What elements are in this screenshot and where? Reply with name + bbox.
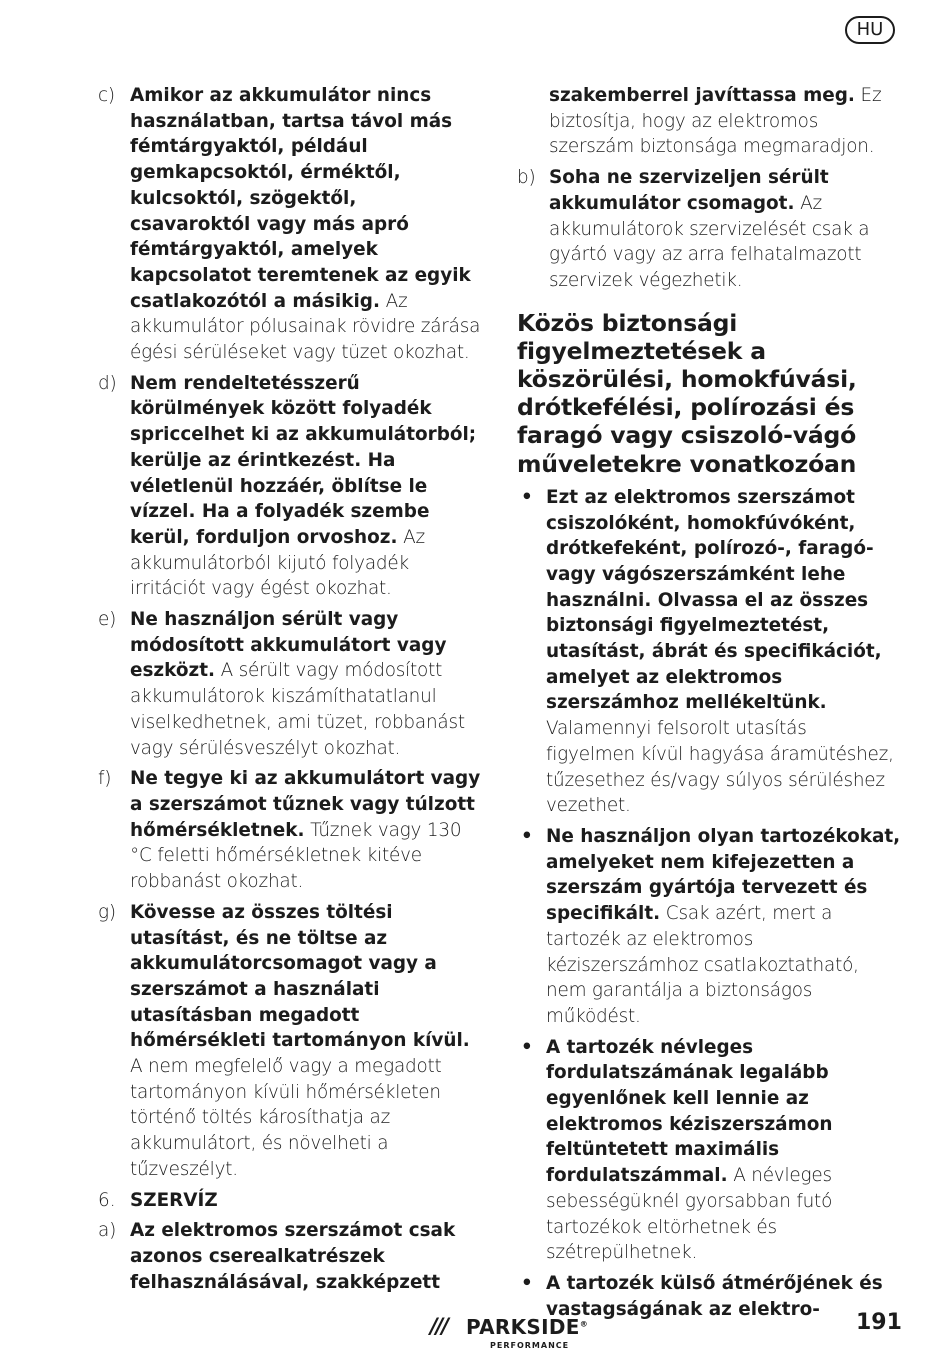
- item-bold-text: Ne használjon sérült vagy módosított akkumulátort vagy eszközt.: [130, 609, 447, 682]
- list-item-d: [98, 371, 482, 602]
- page-number: 191: [856, 1310, 902, 1335]
- item-bold-text: Az elektromos szerszámot csak azonos cserealkatrészek felhasználásával, szakképzett: [130, 1220, 456, 1293]
- item-bold-text: Ne használjon olyan tartozékokat, amelyeket nem kifejezetten a szerszám gyártója tervezett és specifikált.: [546, 825, 901, 925]
- item-bold-text: A tartozék külső átmérőjének és vastagságának az elektro-: [546, 1272, 883, 1320]
- list-item-b: [517, 165, 901, 294]
- item-text: A nem megfelelő vagy a megadott tartományon kívüli hőmérsékleten történő töltés károsíthatja az akkumulátort, és növelheti a tűzveszélyt.: [130, 1056, 442, 1180]
- item-bold-text: Ne tegye ki az akkumulátort vagy a szerszámot tűznek vagy túlzott hőmérsékletnek.: [130, 768, 481, 841]
- item-text: Az akkumulátorok szervizelését csak a gyártó vagy az arra felhatalmazott szervizek végezhetik.: [549, 192, 870, 291]
- item-text: Csak azért, mert a tartozék az elektromos kéziszerszámhoz csatlakoztatható, nem garantálja a biztonságos működést.: [546, 903, 859, 1027]
- item-bold-text: Soha ne szervizeljen sérült akkumulátor csomagot.: [549, 167, 829, 214]
- item-label: e): [98, 609, 117, 631]
- section-heading: Közös biztonsági figyelmeztetések a köszörülési, homokfúvási, drótkefélési, polírozási és faragó vagy csiszoló-vágó műveletekre vonatkozóan: [517, 308, 857, 478]
- list-item-g: [98, 900, 482, 1183]
- bullet-mark: •: [521, 1036, 533, 1058]
- bullet-item: [517, 824, 901, 1030]
- item-label: d): [98, 372, 117, 394]
- parkside-logo: [430, 1314, 590, 1354]
- item-text: Az akkumulátorból kijutó folyadék irritációt vagy égést okozhat.: [130, 526, 425, 600]
- bullet-mark: •: [521, 1272, 533, 1294]
- item-label: g): [98, 901, 116, 923]
- language-badge: HU: [845, 16, 895, 44]
- section-title: SZERVÍZ: [130, 1189, 218, 1211]
- logo-subtitle: PERFORMANCE: [490, 1341, 570, 1350]
- logo-slashes: ///: [430, 1314, 448, 1338]
- item-text: Ez biztosítja, hogy az elektromos szerszám biztonsága megmaradjon.: [549, 85, 882, 158]
- item-text: Az akkumulátor pólusainak rövidre zárása égési sérüléseket vagy tüzet okozhat.: [130, 290, 481, 364]
- item-label: a): [98, 1220, 117, 1242]
- bullet-mark: •: [521, 825, 533, 847]
- item-bold-text: Kövesse az összes töltési utasítást, és ne töltse az akkumulátorcsomagot vagy a szerszámot a használati utasításban megadott hőmérsékleti tartományon kívül.: [130, 901, 470, 1052]
- logo-brand-text: PARKSIDE: [466, 1315, 580, 1339]
- item-text: Tűznek vagy 130 °C feletti hőmérsékletnek kitéve robbanást okozhat.: [130, 819, 462, 893]
- list-item-e: [98, 607, 482, 761]
- item-bold-text: Ezt az elektromos szerszámot csiszolóként, homokfúvóként, drótkefeként, polírozó-, faragó- vagy vágószerszámként lehe használni. Olvassa el az összes biztonsági figyelmeztetést, utasítást, ábrát és specifikációt, amelyet az elektromos szerszámhoz mellékeltünk.: [546, 486, 882, 714]
- item-bold-text: szakemberrel javíttassa meg.: [549, 85, 855, 106]
- item-label: b): [517, 167, 536, 189]
- logo-brand: [466, 1315, 588, 1339]
- section-heading-service: [98, 1188, 482, 1214]
- left-column: [98, 83, 482, 1300]
- list-item-c: [98, 83, 482, 366]
- item-bold-text: A tartozék névleges fordulatszámának legalább egyenlőnek kell lennie az elektromos kéziszerszámon feltüntetett maximális fordulatszámmal.: [546, 1036, 833, 1187]
- item-text: Valamennyi felsorolt utasítás figyelmen kívül hagyása áramütéshez, tűzesethez és/vagy súlyos sérüléshez vezethet.: [546, 718, 894, 817]
- item-label: c): [98, 85, 115, 106]
- registered-mark: ®: [579, 1319, 589, 1329]
- list-item-f: [98, 766, 482, 895]
- bullet-mark: •: [521, 486, 533, 508]
- item-text: A sérült vagy módosított akkumulátorok kiszámíthatatlanul viselkedhetnek, ami tüzet, robbanást vagy sérülésveszélyt okozhat.: [130, 660, 465, 759]
- section-number: 6.: [98, 1189, 116, 1211]
- bullet-item: [517, 1035, 901, 1266]
- item-label: f): [98, 768, 112, 790]
- bullet-item: [517, 485, 901, 819]
- item-bold-text: Amikor az akkumulátor nincs használatban, tartsa távol más fémtárgyaktól, például gemkapcsoktól, érméktől, kulcsoktól, szögektől, csavaroktól vagy más apró fémtárgyaktól, amelyek kapcsolatot teremtenek az egyik csatlakozótól a másikig.: [130, 85, 471, 312]
- item-text: A névleges sebességüknél gyorsabban futó tartozékok eltörhetnek és szétrepülhetnek.: [546, 1165, 833, 1264]
- right-column: [517, 83, 901, 1327]
- list-item-a-continued: [517, 83, 901, 160]
- list-item-a: [98, 1218, 482, 1295]
- item-bold-text: Nem rendeltetésszerű körülmények között folyadék spriccelhet ki az akkumulátorból; kerülje az érintkezést. Ha véletlenül hozzáér, öblítse le vízzel. Ha a folyadék szembe kerül, forduljon orvoshoz.: [130, 372, 477, 548]
